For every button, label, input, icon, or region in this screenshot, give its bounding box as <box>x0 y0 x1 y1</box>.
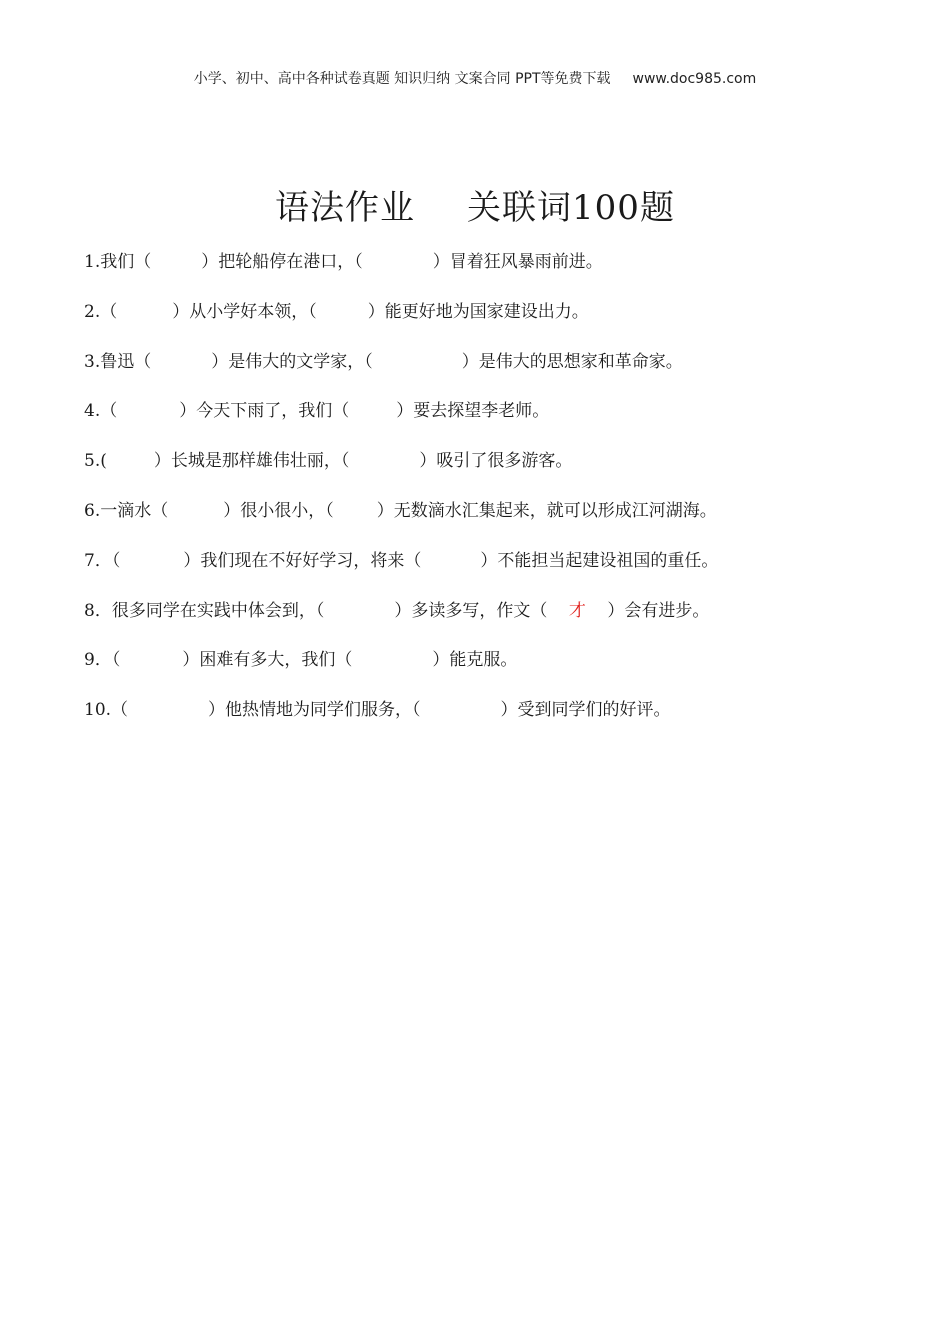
title-part1: 语法作业 <box>275 188 416 228</box>
question-text-mid: ）把轮船停在港口，（ <box>201 252 363 272</box>
question-text-start: 8．很多同学在实践中体会到，（ <box>84 600 325 621</box>
answer-blank <box>547 599 607 623</box>
question-text-end: ）能更好地为国家建设出力。 <box>367 301 589 322</box>
header-text: 小学、初中、高中各种试卷真题 知识归纳 文案合同 PPT等免费下载 <box>193 71 611 87</box>
question-9 <box>84 648 924 698</box>
question-10 <box>84 698 924 748</box>
question-5 <box>84 449 924 499</box>
question-text-mid: ）他热情地为同学们服务，（ <box>208 700 421 721</box>
question-text-start: 1.我们（ <box>84 252 152 272</box>
question-text-end: ）受到同学们的好评。 <box>500 700 671 721</box>
question-text-start: 6.一滴水（ <box>84 500 169 521</box>
question-2 <box>84 300 924 350</box>
question-4 <box>84 399 924 449</box>
question-text-start: 10.（ <box>84 700 129 721</box>
question-list <box>84 250 924 748</box>
question-text-end: ）是伟大的思想家和革命家。 <box>461 351 683 372</box>
question-text-end: ）不能担当起建设祖国的重任。 <box>480 550 719 571</box>
question-text-end: ）能克服。 <box>432 650 518 671</box>
question-1 <box>84 250 924 300</box>
question-text-mid: ）我们现在不好好学习，将来（ <box>183 550 422 571</box>
question-text-end: ）要去探望李老师。 <box>396 401 550 422</box>
question-text-start: 7．（ <box>84 550 121 571</box>
question-7 <box>84 549 924 599</box>
question-text-end: ）无数滴水汇集起来，就可以形成江河湖海。 <box>376 500 717 521</box>
filled-answer: 才 <box>568 600 586 621</box>
question-text-end: ）吸引了很多游客。 <box>419 451 573 472</box>
question-text-start: 9．（ <box>84 650 121 671</box>
question-text-mid: ）困难有多大，我们（ <box>182 650 353 671</box>
question-text-start: 2.（ <box>84 301 118 322</box>
page-header <box>0 68 950 88</box>
question-text-mid: ）今天下雨了，我们（ <box>179 401 350 422</box>
question-8 <box>84 599 924 649</box>
question-text-mid: ）从小学好本领，（ <box>172 301 317 322</box>
question-6 <box>84 499 924 549</box>
question-text-mid: ）长城是那样雄伟壮丽，（ <box>153 451 350 472</box>
header-site: www.doc985.com <box>632 71 757 87</box>
question-text-start: 5.( <box>84 451 107 472</box>
question-text-start: 4.（ <box>84 401 118 422</box>
title-part2: 关联词100题 <box>467 188 675 228</box>
page-title <box>0 180 950 229</box>
question-text-mid: ）是伟大的文学家，（ <box>211 351 373 372</box>
question-text-mid: ）多读多写，作文（ <box>394 600 548 621</box>
question-text-end: ）会有进步。 <box>607 600 710 621</box>
question-text-mid: ）很小很小，（ <box>223 500 334 521</box>
question-3 <box>84 350 924 400</box>
question-text-end: ）冒着狂风暴雨前进。 <box>432 252 603 272</box>
question-text-start: 3.鲁迅（ <box>84 351 152 372</box>
